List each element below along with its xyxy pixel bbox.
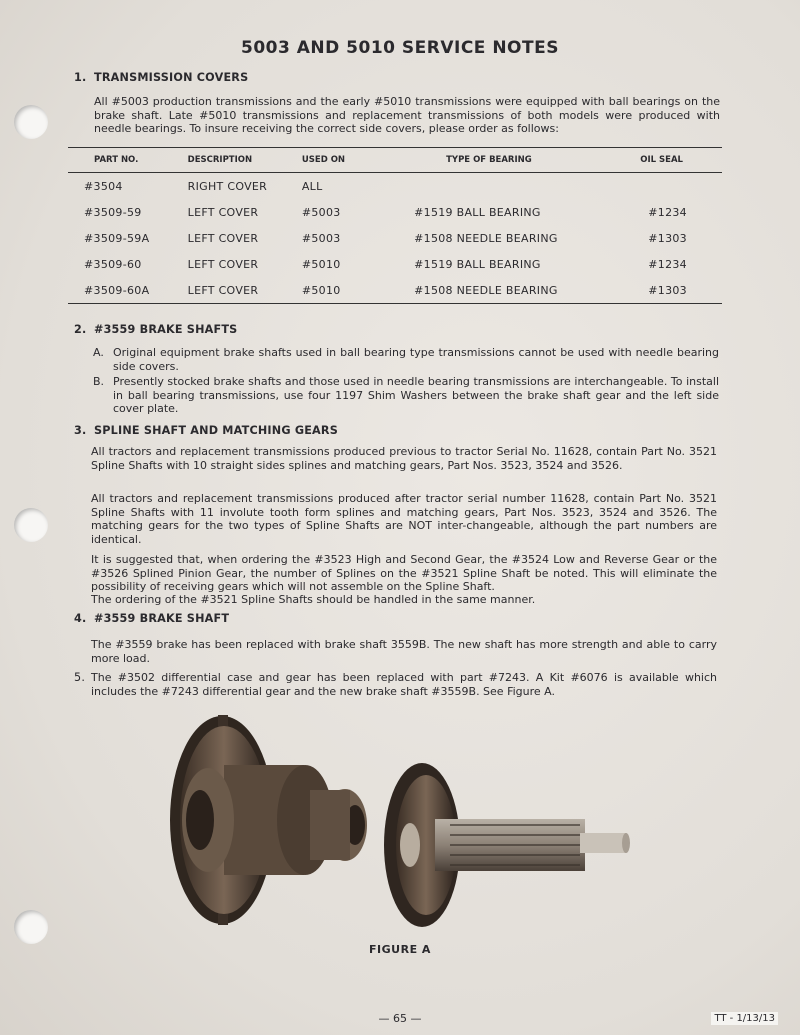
section-heading	[74, 612, 229, 625]
section-number: 1.	[74, 71, 87, 84]
list-label: B.	[93, 375, 105, 388]
binder-hole	[14, 105, 48, 139]
column-header: TYPE OF BEARING	[390, 148, 640, 173]
table-cell: LEFT COVER	[187, 283, 259, 297]
table-row	[68, 199, 722, 225]
parts-table	[68, 147, 722, 304]
differential-case	[170, 715, 367, 925]
section-heading	[74, 424, 338, 437]
table-cell: #3509-59A	[84, 231, 150, 245]
section-paragraph: The #3559 brake has been replaced with brake shaft 3559B. The new shaft has more strength and able to carry more load.	[91, 638, 717, 665]
column-header: OIL SEAL	[640, 148, 722, 173]
section-paragraph: The ordering of the #3521 Spline Shafts should be handled in the same manner.	[91, 593, 536, 606]
table-cell: LEFT COVER	[187, 205, 259, 219]
figure-caption: FIGURE A	[369, 943, 431, 956]
table-header-row	[68, 148, 722, 173]
table-cell: #1303	[648, 283, 687, 297]
page-number: — 65 —	[378, 1012, 422, 1025]
table-row	[68, 277, 722, 304]
table-cell: #5003	[301, 231, 341, 245]
table-cell: #1303	[648, 231, 687, 245]
table-cell	[390, 173, 640, 200]
table-cell: #3509-60A	[84, 283, 150, 297]
table-cell: LEFT COVER	[187, 257, 259, 271]
table-cell: LEFT COVER	[187, 231, 259, 245]
table-cell: #1508 NEEDLE BEARING	[414, 283, 558, 297]
list-label: A.	[93, 346, 104, 359]
section-title: #3559 BRAKE SHAFTS	[94, 323, 238, 336]
figure-a-photo	[160, 715, 640, 930]
table-row	[68, 173, 722, 200]
list-item	[93, 346, 723, 374]
table-cell: #1508 NEEDLE BEARING	[414, 231, 558, 245]
list-item	[93, 375, 723, 417]
section-paragraph: All tractors and replacement transmissions produced after tractor serial number 11628, contain Part No. 3521 Spline Shafts with 11 involute tooth form splines and matching gears, Part Nos. 3523, 3524 and 3526. The matching gears for the two types of Spline Shafts are NOT inter-changeable, although the part numbers are identical.	[91, 492, 717, 546]
table-cell: #3509-59	[84, 205, 142, 219]
table-cell: #1234	[648, 205, 687, 219]
section-title: TRANSMISSION COVERS	[94, 71, 249, 84]
section-title: SPLINE SHAFT AND MATCHING GEARS	[94, 424, 338, 437]
list-text: Presently stocked brake shafts and those used in needle bearing transmissions are interchangeable. To install in ball bearing transmissions, use four 1197 Shim Washers between the brake shaft gear and the left side cover plate.	[113, 375, 719, 415]
section-number: 3.	[74, 424, 87, 437]
table-cell: #3504	[84, 179, 123, 193]
section-paragraph: All tractors and replacement transmissions produced previous to tractor Serial No. 11628, contain Part No. 3521 Spline Shafts with 10 straight sides splines and matching gears, Part Nos. 3523, 3524 and 3526.	[91, 445, 717, 472]
table-row	[68, 251, 722, 277]
list-text: Original equipment brake shafts used in ball bearing type transmissions cannot be used with needle bearing side covers.	[113, 346, 719, 373]
section-number: 4.	[74, 612, 87, 625]
table-cell: #3509-60	[84, 257, 142, 271]
column-header: DESCRIPTION	[188, 148, 302, 173]
table-cell: #1234	[648, 257, 687, 271]
column-header: USED ON	[302, 148, 390, 173]
page-title: 5003 AND 5010 SERVICE NOTES	[241, 38, 559, 58]
section-number: 2.	[74, 323, 87, 336]
table-cell: #5010	[301, 257, 341, 271]
table-cell: #1519 BALL BEARING	[414, 257, 541, 271]
section-title: #3559 BRAKE SHAFT	[94, 612, 230, 625]
table-cell	[640, 173, 722, 200]
binder-hole	[14, 910, 48, 944]
section-number: 5.	[74, 671, 86, 684]
section-heading	[74, 323, 237, 336]
binder-hole	[14, 508, 48, 542]
table-cell: #5010	[301, 283, 341, 297]
section-heading	[74, 71, 248, 84]
table-cell: RIGHT COVER	[187, 179, 268, 193]
table-cell: #5003	[301, 205, 341, 219]
table-row	[68, 225, 722, 251]
section-paragraph: The #3502 differential case and gear has been replaced with part #7243. A Kit #6076 is available which includes the #7243 differential gear and the new brake shaft #3559B. See Figure A.	[91, 671, 717, 698]
section-paragraph: It is suggested that, when ordering the #3523 High and Second Gear, the #3524 Low and Reverse Gear or the #3526 Splined Pinion Gear, the number of Splines on the #3521 Spline Shaft be noted. This will eliminate the possibility of receiving gears which will not assemble on the Spline Shaft.	[91, 553, 717, 593]
column-header: PART NO.	[68, 148, 188, 173]
brake-shaft-gear	[384, 763, 630, 927]
table-cell: ALL	[301, 179, 323, 193]
archive-stamp: TT - 1/13/13	[711, 1012, 778, 1025]
table-cell: #1519 BALL BEARING	[414, 205, 541, 219]
section-paragraph: All #5003 production transmissions and the early #5010 transmissions were equipped with ball bearings on the brake shaft. Late #5010 transmissions and replacement transmissions of both models were produced with needle bearings. To insure receiving the correct side covers, please order as follows:	[94, 95, 720, 135]
